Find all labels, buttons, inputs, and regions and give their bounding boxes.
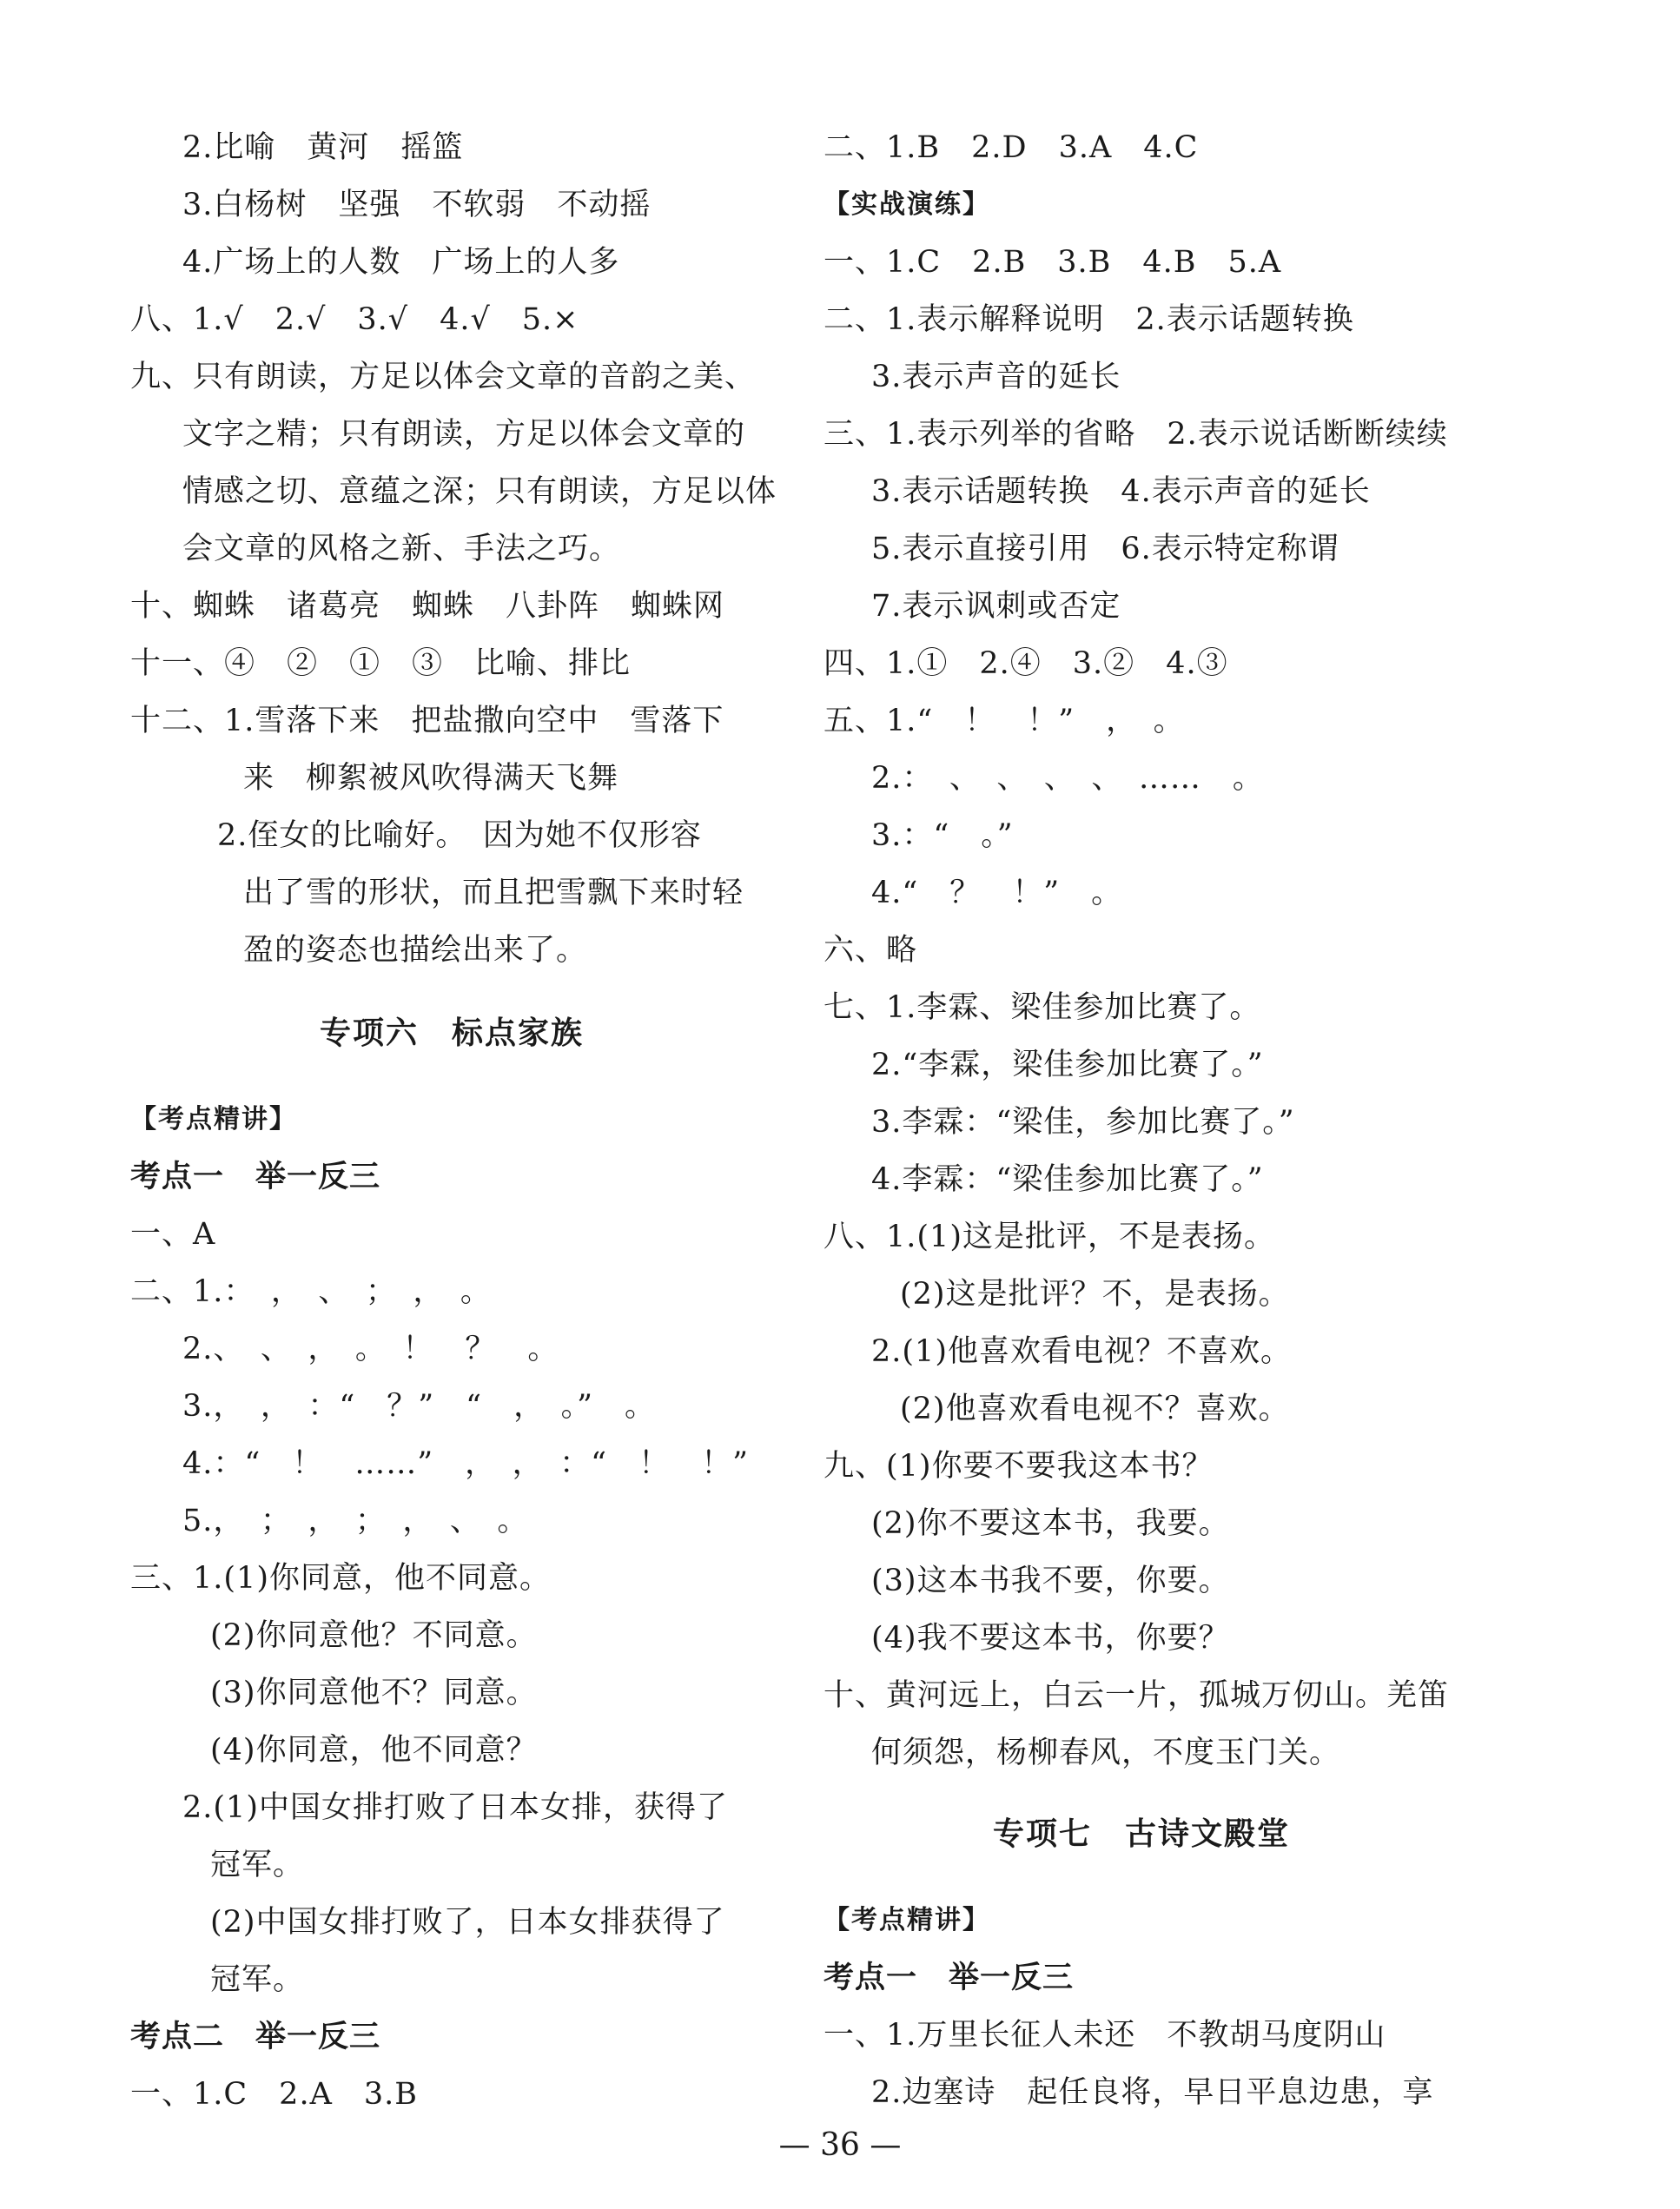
answer-line: 4.广场上的人数 广场上的人多 [182,245,620,280]
answer-line: 5.表示直接引用 6.表示特定称谓 [871,532,1339,566]
section-title: 专项六 标点家族 [320,1015,585,1051]
answer-line: 3.表示声音的延长 [871,360,1121,394]
answer-line: 2.(1)中国女排打败了日本女排，获得了 [182,1790,728,1825]
answer-line: 三、1.表示列举的省略 2.表示说话断断续续 [823,417,1448,452]
answer-line: 3.表示话题转换 4.表示声音的延长 [871,474,1371,509]
answer-line: 2.(1)他喜欢看电视？不喜欢。 [871,1334,1292,1369]
answer-line: 3.白杨树 坚强 不软弱 不动摇 [182,188,651,222]
answer-line: (3)你同意他不？同意。 [210,1676,538,1710]
answer-line: 3.：“ 。” [871,818,1014,853]
answer-line: 七、1.李霖、梁佳参加比赛了。 [823,990,1261,1025]
page-number: — 36 — [778,2127,902,2163]
answer-line: 九、只有朗读，方足以体会文章的音韵之美、 [130,360,757,394]
answer-line: 五、1.“ ！ ！” ， 。 [823,704,1185,738]
answer-line: 3.， ， ：“ ？” “ ， 。” 。 [182,1389,656,1424]
answer-line: 冠军。 [210,1962,305,1997]
section-tag: 【考点精讲】 [823,1905,990,1935]
answer-line: 2.“李霖，梁佳参加比赛了。” [871,1048,1264,1082]
answer-line: 冠军。 [210,1848,305,1882]
answer-line: 来 柳絮被风吹得满天飞舞 [243,761,619,796]
answer-line: 十一、④ ② ① ③ 比喻、排比 [130,646,632,681]
answer-line: 2.比喻 黄河 摇篮 [182,130,464,165]
answer-line: 何须怨，杨柳春风，不度玉门关。 [871,1736,1341,1770]
answer-line: 二、1.表示解释说明 2.表示话题转换 [823,302,1354,337]
answer-line: 十、黄河远上，白云一片，孤城万仞山。羌笛 [823,1678,1450,1713]
answer-line: 一、1.C 2.B 3.B 4.B 5.A [823,245,1282,280]
answer-line: 7.表示讽刺或否定 [871,589,1121,624]
section-tag: 【考点精讲】 [130,1104,297,1134]
answer-line: 二、1.B 2.D 3.A 4.C [823,130,1199,165]
answer-line: (2)这是批评？不，是表扬。 [900,1277,1290,1312]
section-title: 专项七 古诗文殿堂 [993,1816,1291,1852]
answer-line: 3.李霖：“梁佳，参加比赛了。” [871,1105,1295,1140]
answer-line: 2.边塞诗 起任良将，早日平息边患，享 [871,2075,1434,2110]
answer-line: 4.“ ？ ！” 。 [871,876,1123,910]
answer-line: 情感之切、意蕴之深；只有朗读，方足以体 [182,474,777,509]
answer-line: 4.：“ ！ ……” ， ， ：“ ！ ！” [182,1446,749,1481]
answer-line: 一、1.万里长征人未还 不教胡马度阴山 [823,2018,1386,2053]
answer-line: 盈的姿态也描绘出来了。 [243,933,588,968]
answer-line: 十、蜘蛛 诸葛亮 蜘蛛 八卦阵 蜘蛛网 [130,589,725,624]
answer-line: 2.： 、 、 、 、 …… 。 [871,761,1264,796]
answer-line: 八、1.(1)这是批评，不是表扬。 [823,1220,1275,1254]
answer-line: (3)这本书我不要，你要。 [871,1564,1230,1598]
answer-line: 2.、 、 ， 。 ！ ？ 。 [182,1332,559,1366]
answer-line: 5.， ； ， ； ， 、 。 [182,1504,529,1538]
answer-line: 会文章的风格之新、手法之巧。 [182,532,621,566]
answer-line: 4.李霖：“梁佳参加比赛了。” [871,1162,1264,1197]
subsection-heading: 考点一 举一反三 [130,1160,381,1194]
answer-line: (4)我不要这本书，你要？ [871,1621,1230,1656]
answer-line: 十二、1.雪落下来 把盐撒向空中 雪落下 [130,704,724,738]
answer-line: (4)你同意，他不同意？ [210,1733,538,1768]
answer-line: 八、1.√ 2.√ 3.√ 4.√ 5.× [130,302,579,337]
answer-line: 四、1.① 2.④ 3.② 4.③ [823,646,1228,681]
answer-line: (2)中国女排打败了，日本女排获得了 [210,1905,725,1940]
answer-line: 一、1.C 2.A 3.B [130,2077,418,2112]
answer-line: 二、1.： ， 、 ； ， 。 [130,1274,492,1309]
answer-line: 六、略 [823,933,918,968]
answer-line: 三、1.(1)你同意，他不同意。 [130,1561,551,1596]
subsection-heading: 考点二 举一反三 [130,2020,381,2054]
section-tag: 【实战演练】 [823,189,990,220]
answer-line: 2.侄女的比喻好。 因为她不仅形容 [217,818,702,853]
subsection-heading: 考点一 举一反三 [823,1961,1075,1995]
answer-line: (2)你不要这本书，我要。 [871,1506,1230,1541]
answer-line: 一、A [130,1217,216,1252]
answer-line: 出了雪的形状，而且把雪飘下来时轻 [243,876,744,910]
answer-line: (2)他喜欢看电视不？喜欢。 [900,1392,1290,1426]
answer-line: 九、(1)你要不要我这本书？ [823,1449,1214,1484]
answer-line: (2)你同意他？不同意。 [210,1618,538,1653]
answer-line: 文字之精；只有朗读，方足以体会文章的 [182,417,746,452]
